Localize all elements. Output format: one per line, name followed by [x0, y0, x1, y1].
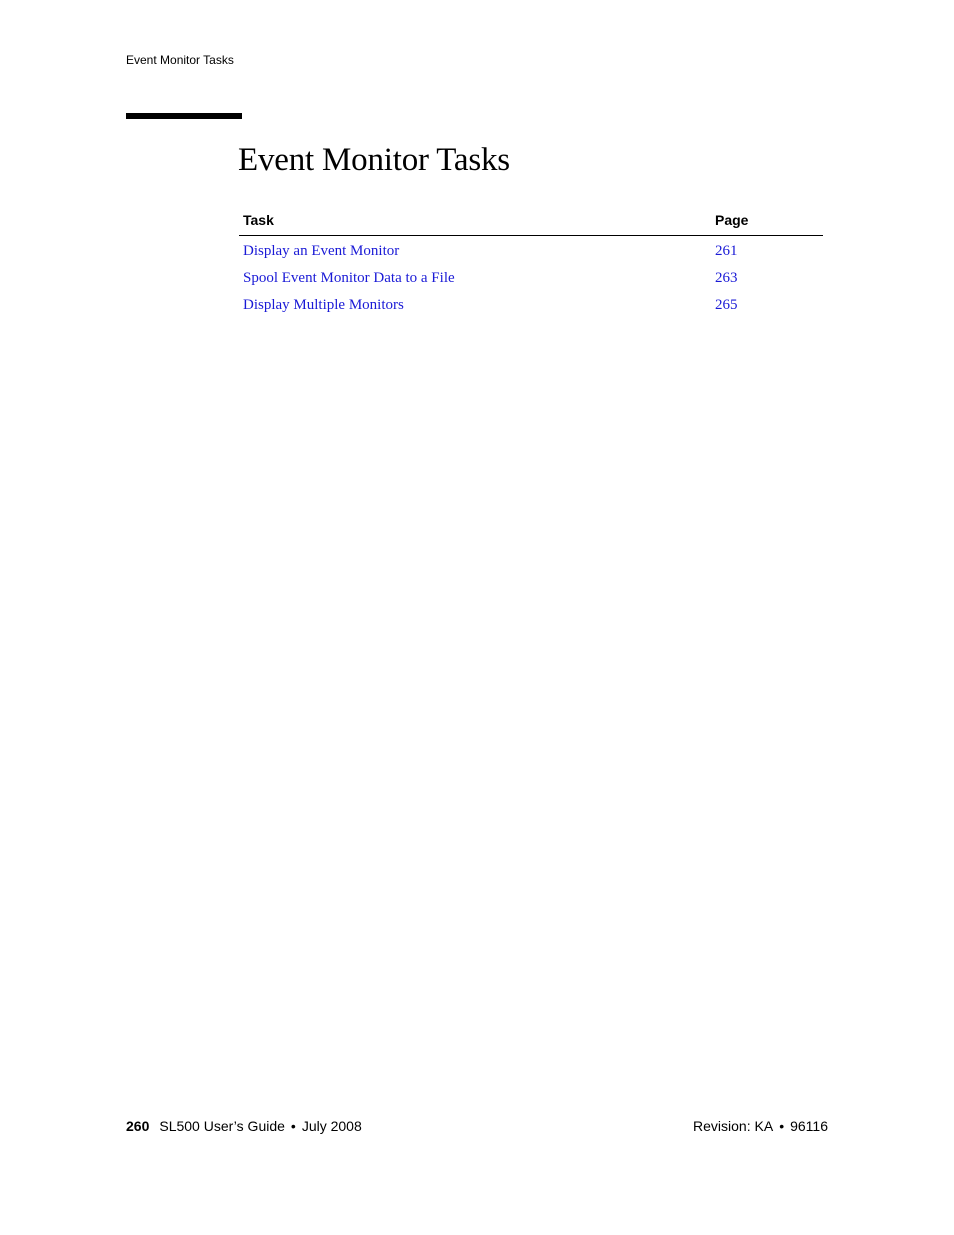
task-column-header: Task	[239, 208, 711, 236]
footer-left	[126, 1118, 362, 1135]
guide-title: SL500 User’s Guide	[159, 1118, 285, 1134]
page-link-265[interactable]: 265	[715, 297, 738, 313]
task-link-display-event-monitor[interactable]: Display an Event Monitor	[243, 243, 400, 259]
chapter-rule	[126, 113, 242, 119]
table-row	[239, 236, 823, 266]
document-number: 96116	[790, 1118, 828, 1134]
task-cell	[239, 292, 711, 319]
task-link-display-multiple-monitors[interactable]: Display Multiple Monitors	[243, 297, 404, 313]
revision-label: Revision: KA	[693, 1118, 774, 1134]
task-cell	[239, 265, 711, 292]
page-column-header: Page	[711, 208, 823, 236]
page-cell	[711, 292, 823, 319]
footer-bullet: •	[779, 1118, 785, 1134]
page-cell	[711, 236, 823, 266]
footer-bullet: •	[290, 1118, 296, 1134]
task-cell	[239, 236, 711, 266]
page-title: Event Monitor Tasks	[238, 142, 510, 178]
table-row	[239, 265, 823, 292]
task-link-spool-event-monitor-data[interactable]: Spool Event Monitor Data to a File	[243, 270, 455, 286]
page-link-261[interactable]: 261	[715, 243, 738, 259]
table-header-row	[239, 208, 823, 236]
task-table	[239, 208, 823, 319]
publication-date: July 2008	[301, 1118, 362, 1134]
page-number: 260	[126, 1118, 150, 1134]
page-cell	[711, 265, 823, 292]
table-row	[239, 292, 823, 319]
running-header: Event Monitor Tasks	[126, 53, 234, 67]
page-link-263[interactable]: 263	[715, 270, 738, 286]
footer-right	[693, 1118, 828, 1135]
